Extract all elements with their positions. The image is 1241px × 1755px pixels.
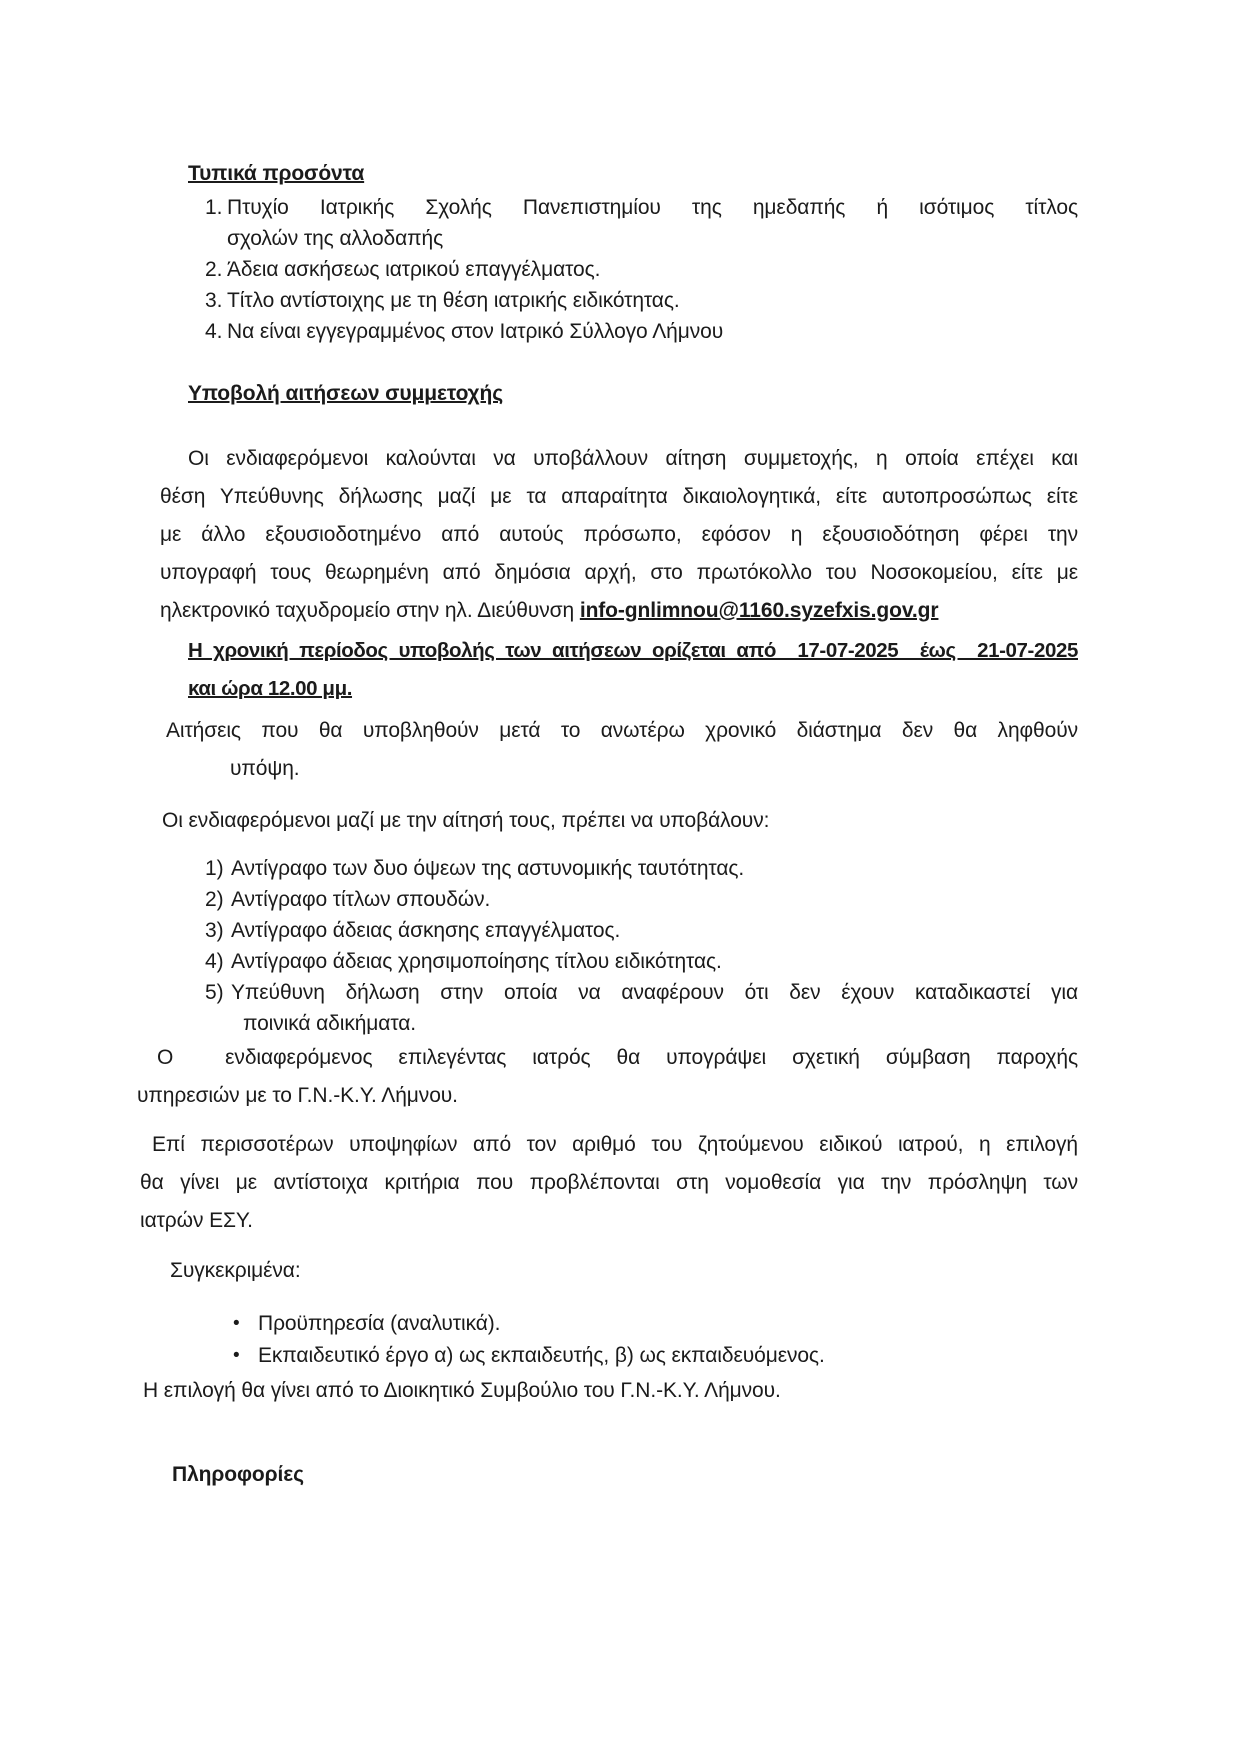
item-line: Πτυχίο Ιατρικής Σχολής Πανεπιστημίου της ημεδαπής ή ισότιμος τίτλος <box>227 196 1078 219</box>
paragraph-line: θα γίνει με αντίστοιχα κριτήρια που προβλέπονται στη νομοθεσία για την πρόσληψη των <box>140 1171 1078 1194</box>
paragraph-line: Επί περισσοτέρων υποψηφίων από τον αριθμό του ζητούμενου ειδικού ιατρού, η επιλογή <box>152 1133 1078 1156</box>
list-item <box>205 254 1078 285</box>
list-item <box>205 977 1078 1039</box>
submission-paragraph <box>160 440 1078 630</box>
submission-heading: Υποβολή αιτήσεων συμμετοχής <box>188 382 504 405</box>
item-line: σχολών της αλλοδαπής <box>227 227 444 250</box>
list-item <box>205 884 1078 915</box>
paragraph-line: Οι ενδιαφερόμενοι καλούνται να υποβάλλουν αίτηση συμμετοχής, η οποία επέχει και <box>188 447 1078 470</box>
info-heading: Πληροφορίες <box>172 1463 304 1486</box>
email-address: info-gnlimnou@1160.syzefxis.gov.gr <box>579 599 939 622</box>
paragraph-line: υπηρεσιών με το Γ.Ν.-Κ.Υ. Λήμνου. <box>137 1084 458 1107</box>
item-number: 3) <box>205 919 224 942</box>
selection-paragraph <box>140 1126 1078 1240</box>
item-number: 3. <box>205 289 223 312</box>
deadline-line: Η χρονική περίοδος υποβολής των αιτήσεων ορίζεται από 17-07-2025 έως 21-07-2025 <box>188 639 1078 662</box>
list-item <box>205 316 1078 347</box>
item-number: 2) <box>205 888 224 911</box>
list-item <box>233 1308 1078 1340</box>
item-text: Αντίγραφο άδειας χρησιμοποίησης τίτλου ειδικότητας. <box>231 950 722 973</box>
list-item <box>205 946 1078 977</box>
item-number: 2. <box>205 258 223 281</box>
deadline-heading <box>188 632 1078 708</box>
criteria-intro: Συγκεκριμένα: <box>170 1259 301 1282</box>
item-text: Τίτλο αντίστοιχης με τη θέση ιατρικής ειδικότητας. <box>227 289 680 312</box>
paragraph-line: υπογραφή τους θεωρημένη από δημόσια αρχή, στο πρωτόκολλο του Νοσοκομείου, είτε με <box>160 561 1078 584</box>
item-number: 4. <box>205 320 223 343</box>
item-text: Αντίγραφο άδειας άσκησης επαγγέλματος. <box>231 919 621 942</box>
item-number: 5) <box>205 981 224 1004</box>
paragraph-line: θέση Υπεύθυνης δήλωσης μαζί με τα απαραίτητα δικαιολογητικά, είτε αυτοπροσώπως είτε <box>160 485 1078 508</box>
late-note-paragraph <box>166 712 1078 788</box>
bullet-icon: • <box>233 1313 240 1334</box>
qualifications-list <box>160 192 1078 347</box>
deadline-line: και ώρα 12.00 μμ. <box>188 677 353 700</box>
required-list <box>160 853 1078 1039</box>
list-item <box>205 192 1078 254</box>
item-text: Αντίγραφο τίτλων σπουδών. <box>231 888 491 911</box>
list-item <box>205 285 1078 316</box>
list-item <box>233 1340 1078 1372</box>
item-text <box>231 977 1078 1039</box>
item-number: 1) <box>205 857 224 880</box>
criteria-bullets <box>160 1308 1078 1372</box>
bullet-text: Προϋπηρεσία (αναλυτικά). <box>258 1312 501 1335</box>
required-intro-paragraph: Οι ενδιαφερόμενοι μαζί με την αίτησή τους, πρέπει να υποβάλουν: <box>162 809 770 832</box>
paragraph-line: με άλλο εξουσιοδοτημένο από αυτούς πρόσωπο, εφόσον η εξουσιοδότηση φέρει την <box>160 523 1078 546</box>
paragraph-line: υπόψη. <box>230 757 300 780</box>
item-number: 4) <box>205 950 224 973</box>
qualifications-heading: Τυπικά προσόντα <box>188 162 365 185</box>
item-number: 1. <box>205 196 223 219</box>
contract-paragraph <box>137 1039 1078 1115</box>
item-text: Να είναι εγγεγραμμένος στον Ιατρικό Σύλλογο Λήμνου <box>227 320 724 343</box>
item-text <box>227 192 1078 254</box>
item-text: Άδεια ασκήσεως ιατρικού επαγγέλματος. <box>227 258 601 281</box>
list-item <box>205 915 1078 946</box>
bullet-icon: • <box>233 1345 240 1366</box>
bullet-text: Εκπαιδευτικό έργο α) ως εκπαιδευτής, β) ως εκπαιδευόμενος. <box>258 1344 825 1367</box>
paragraph-line <box>160 592 1078 630</box>
email-line-prefix: ηλεκτρονικό ταχυδρομείο στην ηλ. Διεύθυνση <box>160 599 580 622</box>
paragraph-line: Αιτήσεις που θα υποβληθούν μετά το ανωτέρω χρονικό διάστημα δεν θα ληφθούν <box>166 719 1078 742</box>
paragraph-line: Ο ενδιαφερόμενος επιλεγέντας ιατρός θα υπογράψει σχετική σύμβαση παροχής <box>157 1046 1078 1069</box>
item-text: Αντίγραφο των δυο όψεων της αστυνομικής ταυτότητας. <box>231 857 745 880</box>
selection-by-paragraph: Η επιλογή θα γίνει από το Διοικητικό Συμβούλιο του Γ.Ν.-Κ.Υ. Λήμνου. <box>143 1379 781 1402</box>
item-line: Υπεύθυνη δήλωση στην οποία να αναφέρουν ότι δεν έχουν καταδικαστεί για <box>231 981 1078 1004</box>
paragraph-line: ιατρών ΕΣΥ. <box>140 1209 253 1232</box>
item-line: ποινικά αδικήματα. <box>243 1012 417 1035</box>
list-item <box>205 853 1078 884</box>
